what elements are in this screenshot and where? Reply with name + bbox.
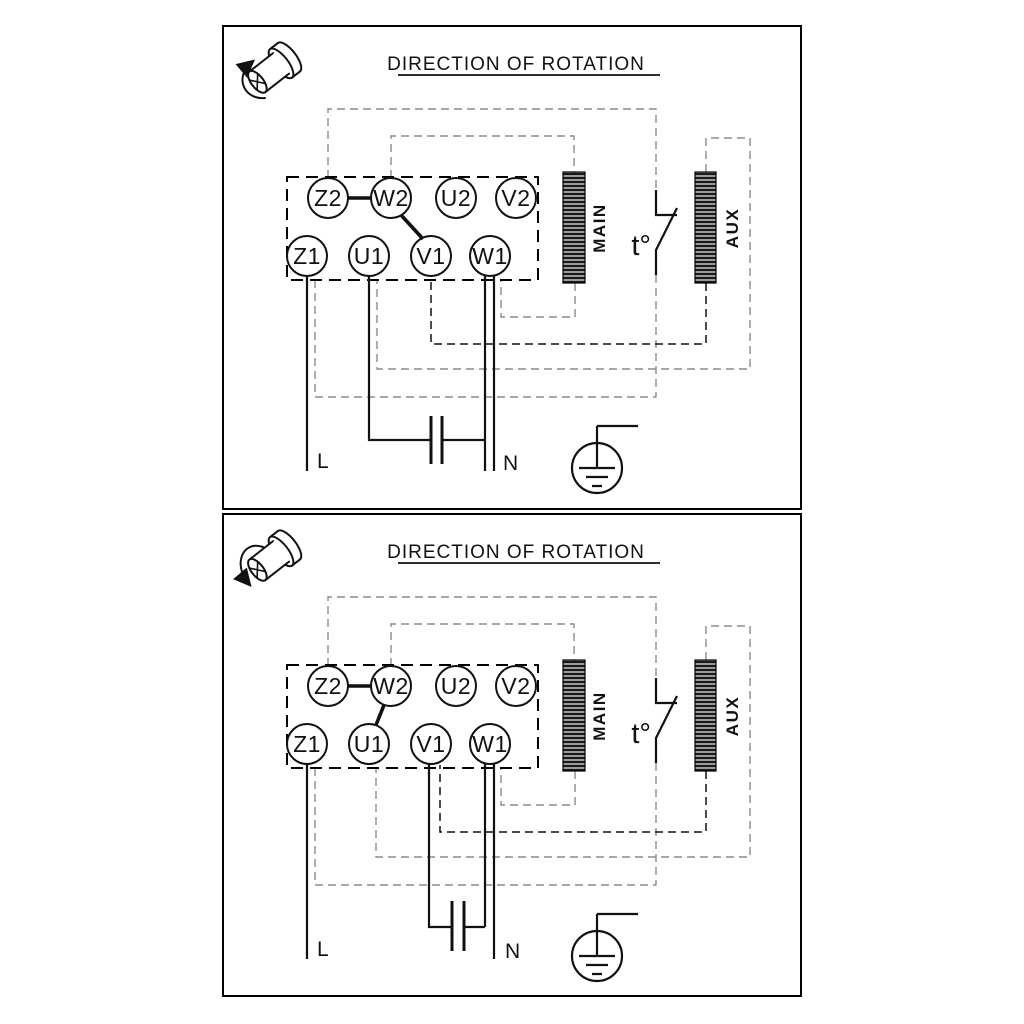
neutral-label: N	[505, 940, 521, 963]
thermal-switch-label: t°	[631, 718, 651, 750]
terminal-w2-label: W2	[373, 185, 409, 211]
wire-w1-to-N	[485, 764, 494, 959]
main-winding-label: MAIN	[590, 691, 609, 741]
main-winding-label: MAIN	[590, 203, 609, 253]
panel-title: DIRECTION OF ROTATION	[387, 54, 645, 75]
terminal-v1-label: V1	[416, 243, 446, 269]
thermal-switch	[656, 678, 677, 763]
terminal-z2-label: Z2	[314, 673, 342, 699]
wire-w1-to-N	[485, 276, 494, 471]
wire-main-to-w1	[501, 280, 575, 317]
wiring-panel-top	[222, 25, 802, 510]
terminal-v1-label: V1	[416, 731, 446, 757]
wire-w2-to-main	[391, 624, 574, 666]
terminal-v2-label: V2	[501, 185, 531, 211]
rotation-direction-icon	[241, 527, 306, 588]
wire-aux-to-v1	[431, 277, 706, 344]
neutral-label: N	[503, 452, 519, 475]
terminal-u1-label: U1	[353, 243, 385, 269]
aux-winding-bar	[695, 172, 716, 283]
aux-winding-label: AUX	[723, 207, 742, 249]
terminal-v2-label: V2	[501, 673, 531, 699]
terminal-z1-label: Z1	[293, 243, 321, 269]
motor-shaft-icon	[242, 39, 306, 100]
aux-winding-label: AUX	[723, 695, 742, 737]
bridge-w2-v1	[401, 215, 423, 239]
wire-w2-to-main	[391, 136, 574, 178]
terminal-u2-label: U2	[440, 673, 472, 699]
terminal-z1-label: Z1	[293, 731, 321, 757]
terminal-z2-label: Z2	[314, 185, 342, 211]
main-winding-bar	[563, 172, 585, 283]
terminal-u2-label: U2	[440, 185, 472, 211]
wiring-diagram-top	[222, 25, 802, 510]
wire-main-to-w1	[501, 768, 575, 805]
earth-ground-icon	[572, 914, 638, 981]
wire-u1-to-capacitor	[369, 276, 431, 440]
wire-aux-to-v1	[440, 765, 706, 832]
motor-shaft-icon	[242, 527, 306, 588]
terminal-row-bottom	[287, 236, 510, 276]
terminal-u1-label: U1	[353, 731, 385, 757]
earth-ground-icon	[572, 426, 638, 493]
live-label: L	[317, 450, 329, 473]
terminal-row-bottom	[287, 724, 510, 764]
aux-winding-bar	[695, 660, 716, 771]
live-label: L	[317, 938, 329, 961]
terminal-w2-label: W2	[373, 673, 409, 699]
wiring-panel-bottom	[222, 513, 802, 997]
main-winding-bar	[563, 660, 585, 771]
bridge-w2-u1	[376, 705, 384, 725]
terminal-w1-label: W1	[472, 731, 508, 757]
thermal-switch-label: t°	[631, 230, 651, 262]
terminal-row-top	[308, 666, 536, 706]
terminal-row-top	[308, 178, 536, 218]
rotation-direction-icon	[242, 39, 306, 100]
panel-title: DIRECTION OF ROTATION	[387, 542, 645, 563]
wiring-diagram-bottom	[222, 513, 802, 997]
wire-z2-to-thermal	[328, 597, 656, 678]
thermal-switch	[656, 190, 677, 275]
terminal-w1-label: W1	[472, 243, 508, 269]
wire-z2-to-thermal	[328, 109, 656, 190]
